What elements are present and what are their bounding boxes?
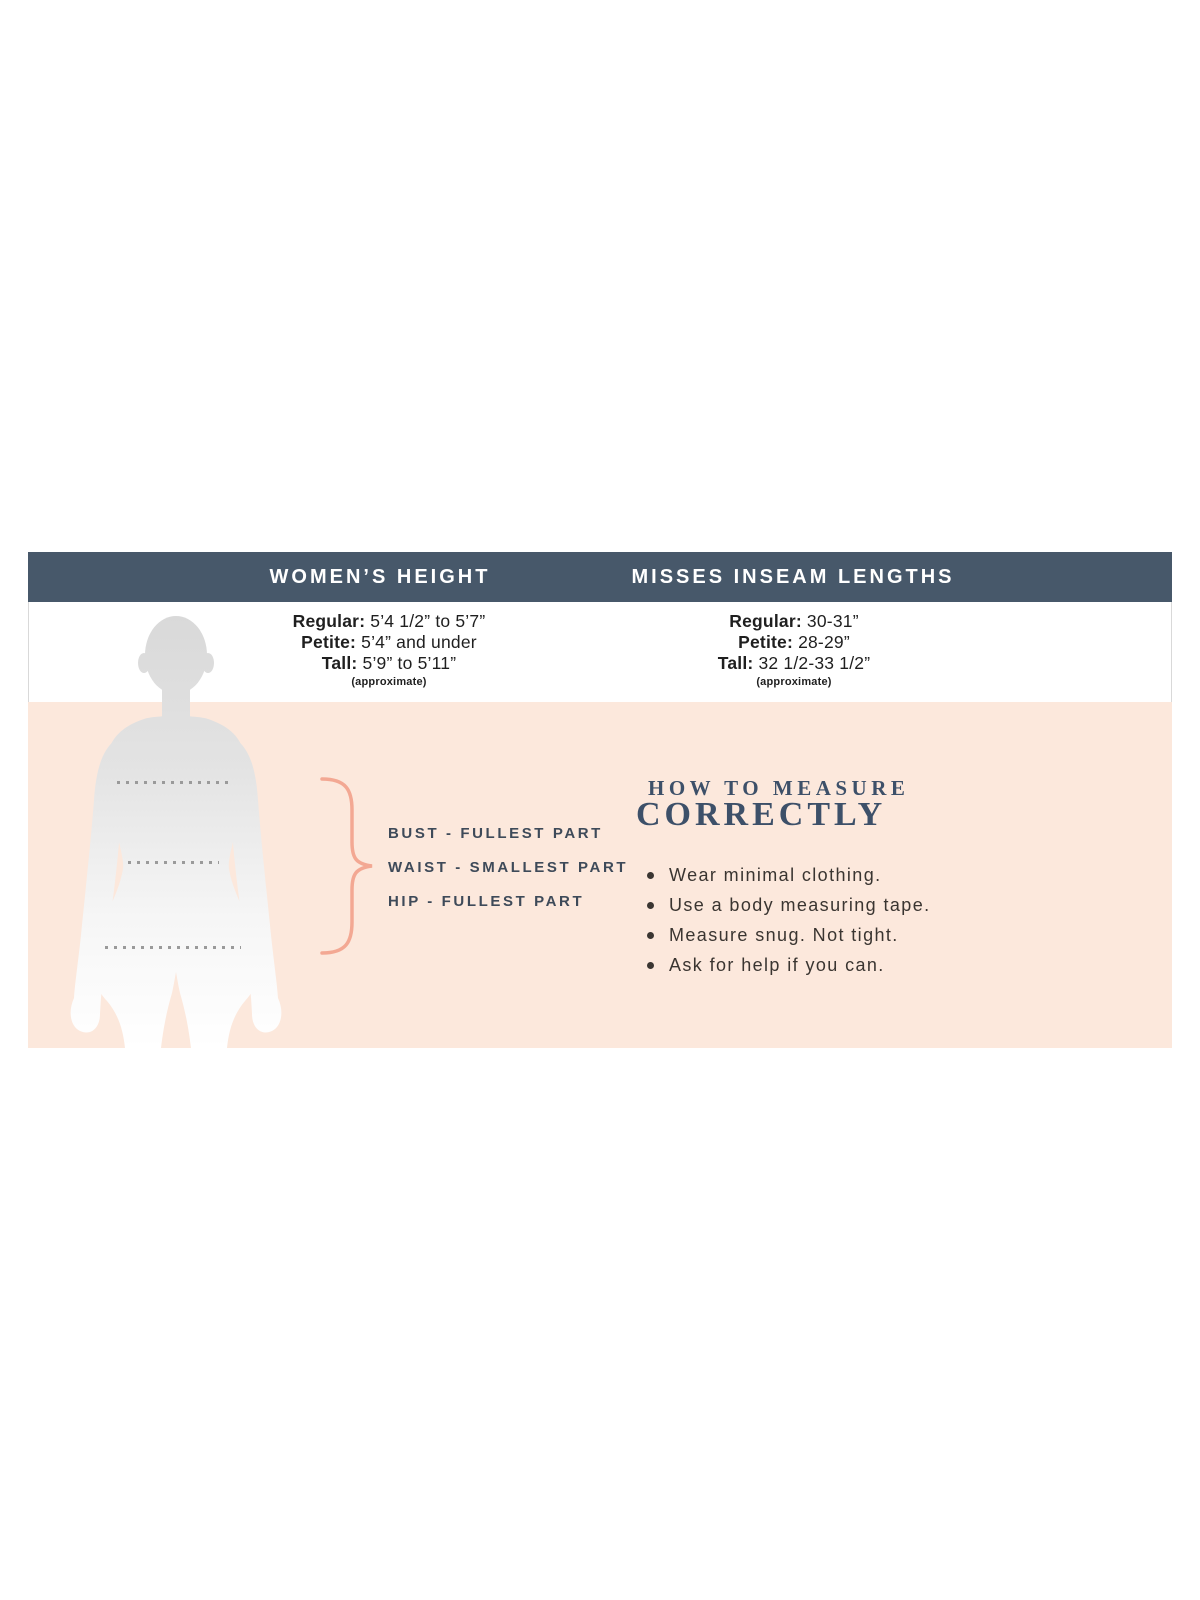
misses-inseam-heading: MISSES INSEAM LENGTHS (631, 566, 955, 588)
hip-label: HIP - FULLEST PART (388, 893, 585, 910)
bullet-dot-icon (647, 902, 654, 909)
curly-brace (316, 776, 376, 956)
misses-inseam-info (718, 611, 871, 690)
tip-measuring-tape (645, 890, 931, 920)
tip-minimal-clothing (645, 860, 931, 890)
inseam-petite-value: 28-29” (793, 632, 850, 652)
inseam-petite-label: Petite: (738, 632, 794, 652)
bullet-dot-icon (647, 962, 654, 969)
inseam-regular-value: 30-31” (801, 611, 859, 631)
bullet-dot-icon (647, 932, 654, 939)
height-tall-label: Tall: (321, 653, 358, 673)
height-tall-value: 5’9” to 5’11” (357, 653, 457, 673)
height-regular-label: Regular: (292, 611, 366, 631)
height-petite-value: 5’4” and under (356, 632, 477, 652)
tip-text: Ask for help if you can. (669, 955, 885, 975)
inseam-approximate-note: (approximate) (756, 676, 832, 688)
inseam-tall-label: Tall: (717, 653, 754, 673)
waist-label: WAIST - SMALLEST PART (388, 859, 629, 876)
section-header-bar (28, 552, 1172, 602)
waist-measure-line (128, 861, 219, 864)
bullet-dot-icon (647, 872, 654, 879)
height-approximate-note: (approximate) (351, 676, 427, 688)
tip-measure-snug (645, 920, 931, 950)
tip-text: Use a body measuring tape. (669, 895, 931, 915)
measuring-tips-list (645, 860, 931, 980)
height-petite-label: Petite: (301, 632, 357, 652)
how-to-measure-eyebrow: HOW TO MEASURE (648, 776, 910, 800)
tip-text: Wear minimal clothing. (669, 865, 882, 885)
inseam-tall-value: 32 1/2-33 1/2” (753, 653, 871, 673)
hip-measure-line (105, 946, 241, 949)
inseam-petite-line (718, 632, 871, 653)
female-body-silhouette (60, 615, 295, 1048)
bust-label: BUST - FULLEST PART (388, 825, 603, 842)
how-to-measure-title: CORRECTLY (636, 796, 887, 833)
inseam-regular-line (718, 611, 871, 632)
height-regular-line (293, 611, 486, 632)
inseam-regular-label: Regular: (729, 611, 802, 631)
womens-height-heading: WOMEN’S HEIGHT (269, 566, 491, 588)
tip-text: Measure snug. Not tight. (669, 925, 899, 945)
inseam-tall-line (718, 653, 871, 674)
womens-height-info (293, 611, 486, 690)
height-regular-value: 5’4 1/2” to 5’7” (365, 611, 486, 631)
height-tall-line (293, 653, 486, 674)
bust-measure-line (117, 781, 229, 784)
height-petite-line (293, 632, 486, 653)
tip-ask-for-help (645, 950, 931, 980)
